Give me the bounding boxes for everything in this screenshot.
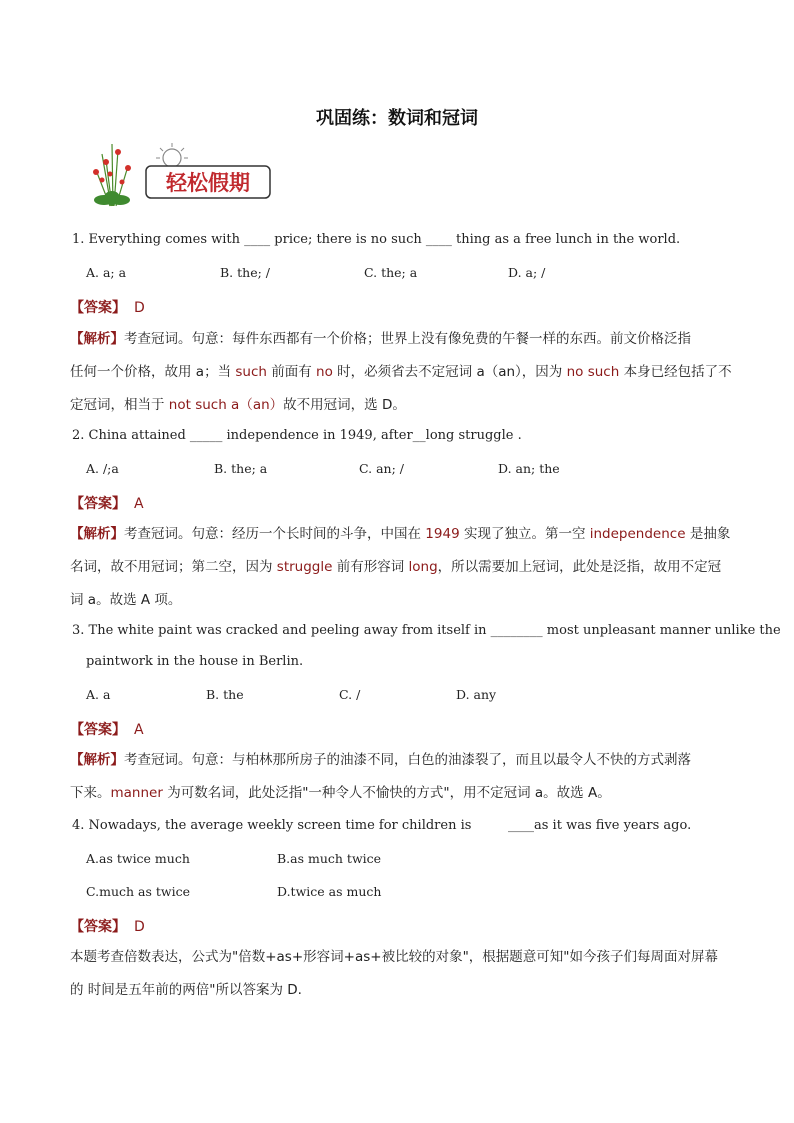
q4-option-b: B.as much twice [277,851,382,866]
q4-explanation: 本题考查倍数表达，公式为"倍数+as+形容词+as+被比较的对象"，根据题意可知"如今孩子们每周面对屏幕 的 时间是五年前的两倍"所以答案为 D. [70,949,718,998]
question-4-stem: 4. Nowadays, the average weekly screen time for children is [72,818,472,833]
flower-sun-icon [84,140,274,210]
page-title: 巩固练：数词和冠词 [316,108,478,129]
question-4-stem-tail: ____as it was five years ago. [508,818,692,833]
q4-option-d: D.twice as much [277,884,382,899]
q2-option-a: A. /;a [86,461,119,476]
q3-option-b: B. the [206,687,244,702]
q1-option-a: A. a; a [86,265,127,280]
q4-option-a: A.as twice much [86,851,190,866]
q2-option-c: C. an; / [359,461,404,476]
q1-answer: 【答案】 D [70,300,145,316]
q1-option-b: B. the; / [220,265,270,280]
q3-answer: 【答案】 A [70,722,144,738]
q3-option-a: A. a [86,687,111,702]
logo-text: 轻松假期 [166,171,250,195]
question-2-stem: 2. China attained _____ independence in 1949, after__long struggle . [72,428,522,443]
q1-option-d: D. a; / [508,265,546,280]
question-1-stem: 1. Everything comes with ____ price; there is no such ____ thing as a free lunch in the world. [72,232,681,247]
q3-option-d: D. any [456,687,497,702]
holiday-logo [84,140,274,210]
q2-option-b: B. the; a [214,461,268,476]
q4-option-c: C.much as twice [86,884,190,899]
q4-answer: 【答案】 D [70,919,145,935]
question-3-stem-cont: paintwork in the house in Berlin. [86,654,304,669]
question-3-stem: 3. The white paint was cracked and peeling away from itself in ________ most unpleasant manner unlike the [72,623,781,638]
q3-option-c: C. / [339,687,361,702]
q1-option-c: C. the; a [364,265,418,280]
q2-answer: 【答案】 A [70,496,144,512]
q2-explanation: 【解析】考查冠词。句意：经历一个长时间的斗争，中国在 1949 实现了独立。第一空 independence 是抽象 名词，故不用冠词；第二空，因为 struggle 前有形容词 long，所以需要加上冠词，此处是泛指，故用不定冠 词 a。故选 A 项。 [70,526,731,608]
q3-explanation: 【解析】考查冠词。句意：与柏林那所房子的油漆不同，白色的油漆裂了，而且以最令人不快的方式剥落 下来。manner 为可数名词，此处泛指"一种令人不愉快的方式"，用不定冠词 a。故选 A。 [70,752,691,801]
q2-option-d: D. an; the [498,461,560,476]
q1-explanation: 【解析】考查冠词。句意：每件东西都有一个价格；世界上没有像免费的午餐一样的东西。前文价格泛指 任何一个价格，故用 a；当 such 前面有 no 时，必须省去不定冠词 a（an），因为 no such 本身已经包括了不 定冠词，相当于 not such a（an）故不用冠词，选 D。 [70,331,732,413]
